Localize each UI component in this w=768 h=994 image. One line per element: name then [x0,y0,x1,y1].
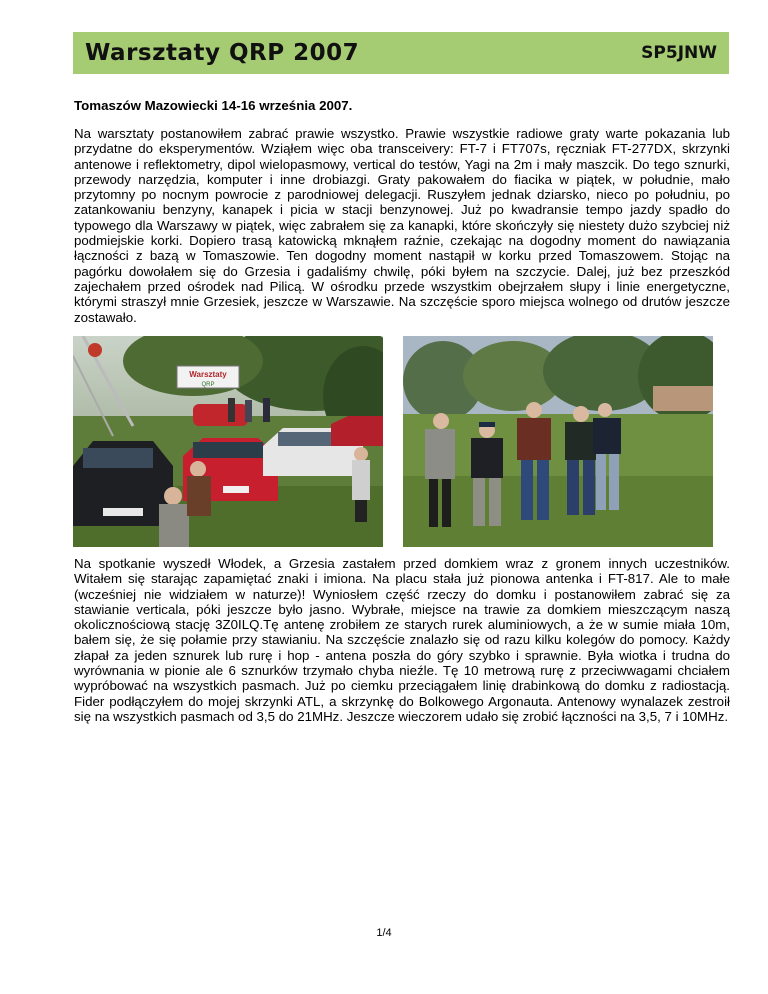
photo-cars-meeting [73,336,383,547]
photo-group-meadow [403,336,713,547]
paragraph-1: Na warsztaty postanowiłem zabrać prawie wszystko. Prawie wszystkie radiowe graty warte pokazania lub przydatne do eksperymentów. Wziąłem więc oba transceivery: FT-7 i FT707s, ręczniak FT-277DX, skrzynki antenowe i reflektometry, dipol wielopasmowy, vertical do testów, Yagi na 2m i mały maszcik. Do tego sznurki, przewody narzędzia, komputer i inne drobiazgi. Graty pakowałem do fiacika w piątek, w południe, mało przytomny po nocnym powrocie z parodniowej delegacji. Ruszyłem jednak dziarsko, nieco po południu, po zatankowaniu benzyny, kanapek i picia w stacji benzynowej. Już po kwadransie tempo jazdy spadło do typowego dla Warszawy w piątek, więc zabrałem się za kanapki, które skończyły się niestety dużo szybciej niż podmiejskie korki. Dopiero trasą katowicką mknąłem raźnie, czekając na dogodny moment do nawiązania łączności z bazą w Tomaszowie. Ten dogodny moment nastąpił w korku przed Tomaszowem. Stojąc na pagórku dowołałem się do Grzesia i gadaliśmy chwilę, póki byłem na szczycie. Dalej, już bez przeszkód zajechałem przed ośrodek nad Pilicą. W ośrodku przede wszystkim obejrzałem słupy i linie energetyczne, którymi straszył mnie Grzesiek, jeszcze w Warszawie. Na szczęście sporo miejsca wolnego od drutów jeszcze zostawało. [74,126,730,325]
photo-banner-text-2: QRP [201,382,215,388]
callsign: SP5JNW [641,43,717,63]
page-number: 1/4 [376,927,392,939]
paragraph-2: Na spotkanie wyszedł Włodek, a Grzesia zastałem przed domkiem wraz z gronem innych uczestników. Witałem się starając zapamiętać znaki i imiona. Na placu stała już pionowa antenka i FT-817. Ale to małe (wcześniej nie widziałem w naturze)! Wyniosłem część rzeczy do domku i postanowiłem zabrać się za stawianie verticala, póki jeszcze było jasno. Wybrałe, miejsce na trawie za domkiem mieszczącym naszą okolicznościową stację 3Z0ILQ.Tę antenę zrobiłem ze starych rurek aluminiowych, a że w sumie miała 10m, bałem się, że się połamie przy stawianiu. Na szczęście znalazło się od razu kilku kolegów do pomocy. Każdy złapał za jeden sznurek lub rurę i hop - antena poszła do góry szybko i sprawnie. Była wiotka i trudna do wyrównania w pionie ale 6 sznurków trzymało chyba nieźle. Tę 10 metrową rurę z przeciwwagami chciałem wypróbować na wszystkich pasmach. Już po ciemku przeciągałem linię drabinkową do domku z radiostacją. Fider podłączyłem do mojej skrzynki ATL, a skrzynkę do Bolkowego Argonauta. Antenowy wynalazek zestroił się na wszystkich pasmach od 3,5 do 21MHz. Jeszcze wieczorem udało się zrobić łączności na 3,5, 7 i 10MHz. [74,556,730,724]
header-banner [73,32,729,74]
photo-banner-text-1: Warsztaty [189,370,227,379]
location-date-heading: Tomaszów Mazowiecki 14-16 września 2007. [74,98,353,113]
document-title: Warsztaty QRP 2007 [85,40,360,66]
